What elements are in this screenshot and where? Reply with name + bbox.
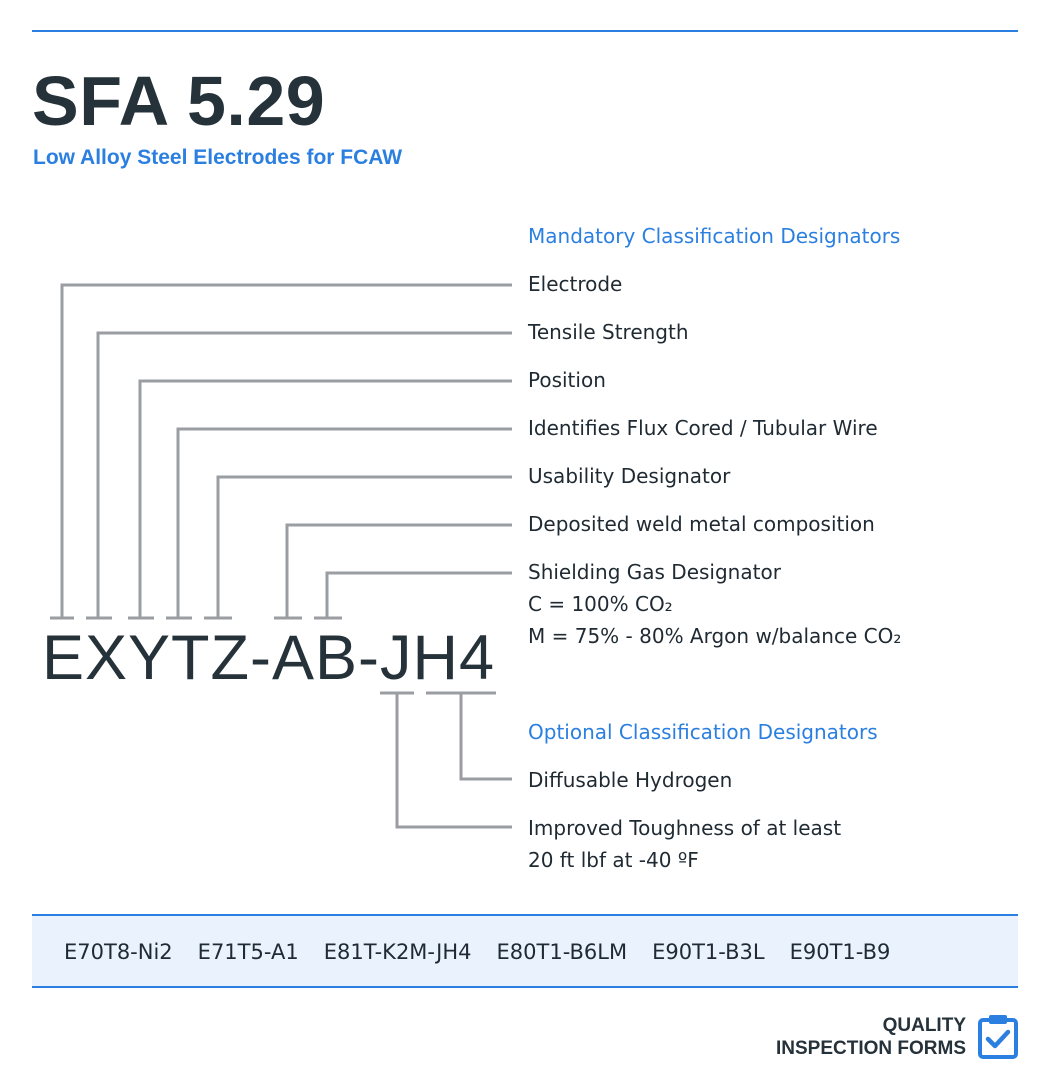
shielding-note-m: M = 75% - 80% Argon w/balance CO₂ [528, 624, 902, 648]
clipboard-check-icon [976, 1014, 1020, 1060]
label-position: Position [528, 368, 606, 392]
connector-shielding-gas [327, 573, 512, 618]
example-item: E81T-K2M-JH4 [323, 940, 472, 964]
example-item: E90T1-B3L [652, 940, 765, 964]
example-item: E70T8-Ni2 [64, 940, 173, 964]
example-item: E80T1-B6LM [496, 940, 628, 964]
brand-logo-text [776, 1014, 966, 1060]
label-shielding-gas: Shielding Gas Designator [528, 560, 781, 584]
page-subtitle: Low Alloy Steel Electrodes for FCAW [33, 146, 403, 169]
page-title: SFA 5.29 [32, 62, 326, 140]
examples-list [64, 938, 890, 966]
shielding-note-c: C = 100% CO₂ [528, 592, 673, 616]
brand-line-1: QUALITY [882, 1015, 966, 1036]
mandatory-heading: Mandatory Classification Designators [528, 224, 901, 248]
label-diffusable-hydrogen: Diffusable Hydrogen [528, 768, 733, 792]
brand-line-2: INSPECTION FORMS [775, 1038, 966, 1059]
label-flux-cored: Identifies Flux Cored / Tubular Wire [528, 416, 878, 440]
label-composition: Deposited weld metal composition [528, 512, 875, 536]
optional-heading: Optional Classification Designators [528, 720, 878, 744]
connector-toughness [397, 693, 512, 827]
connector-hydrogen [461, 693, 512, 779]
example-item: E90T1-B9 [789, 940, 891, 964]
label-improved-toughness: Improved Toughness of at least [528, 816, 842, 840]
label-tensile-strength: Tensile Strength [528, 320, 689, 344]
example-item: E71T5-A1 [197, 940, 299, 964]
label-improved-toughness-detail: 20 ft lbf at -40 ºF [528, 848, 699, 872]
classification-code: EXYTZ-AB-JH4 [42, 623, 496, 693]
connector-usability [218, 477, 512, 618]
label-electrode: Electrode [528, 272, 623, 296]
label-usability: Usability Designator [528, 464, 731, 488]
